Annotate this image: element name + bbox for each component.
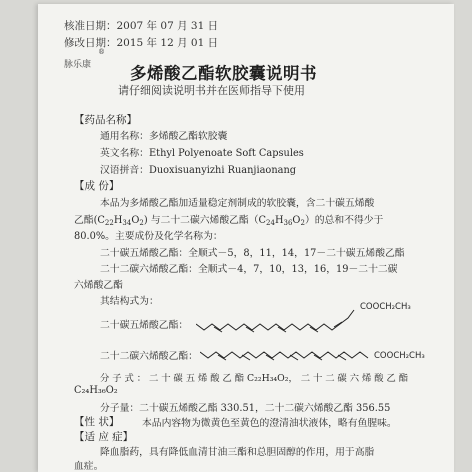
indications-line-2: 血症。	[74, 461, 104, 472]
section-header-indications: 【适 应 症】	[74, 431, 134, 443]
english-name: 英文名称：Ethyl Polyenoate Soft Capsules	[100, 148, 304, 159]
molecular-formula: 分 子 式 ： 二 十 碳 五 烯 酸 乙 酯 C₂₂H₃₄O₂， 二 十 二 碳 六 烯 酸 乙 酯	[100, 373, 409, 384]
section-header-name: 【药品名称】	[74, 114, 137, 126]
ingredients-line-3: 80.0%。主要成份及化学名称为：	[74, 231, 223, 242]
ingredients-line-1: 本品为多烯酸乙酯加适量稳定剂制成的软胶囊，含二十碳五烯酸	[100, 198, 375, 209]
epa-structure-label: 二十碳五烯酸乙酯：	[100, 320, 189, 331]
approval-date: 核准日期：2007 年 07 月 31 日	[64, 20, 219, 32]
chemical-name-dha-cont: 六烯酸乙酯	[74, 280, 123, 291]
section-header-ingredients: 【成 份】	[74, 180, 120, 192]
pinyin-name: 汉语拼音：Duoxisuanyizhi Ruanjiaonang	[100, 165, 297, 176]
ingredients-line-2: 乙酯$(C_{22}H_{34}O_2)$ 与二十二碳六烯酸乙酯$(C_{24}H_{36}O_2)$的总和不得少于	[74, 215, 384, 227]
indications-line-1: 降血脂药，具有降低血清甘油三酯和总胆固醇的作用，用于高脂	[100, 447, 375, 458]
molecular-formula-cont: C₂₄H₃₆O₂	[74, 385, 118, 396]
generic-name: 通用名称：多烯酸乙酯软胶囊	[100, 131, 228, 142]
document-title: 多烯酸乙酯软胶囊说明书	[130, 64, 317, 83]
properties-text: 本品内容物为微黄色至黄色的澄清油状液体，略有鱼腥味。	[142, 418, 397, 429]
chemical-name-dha: 二十二碳六烯酸乙酯：全顺式－4，7，10，13，16，19－二十二碳	[100, 264, 398, 275]
dha-structure-label: 二十二碳六烯酸乙酯：	[100, 351, 198, 362]
molecular-weight: 分子量：二十碳五烯酸乙酯 330.51，二十二碳六烯酸乙酯 356.55	[100, 403, 391, 414]
document-subtitle: 请仔细阅读说明书并在医师指导下使用	[118, 84, 305, 97]
epa-ester-group: COOCH₂CH₃	[360, 302, 411, 312]
chemical-name-epa: 二十碳五烯酸乙酯：全顺式－5，8，11，14，17－二十碳五烯酸乙酯	[100, 248, 405, 259]
revision-date: 修改日期：2015 年 12 月 01 日	[64, 37, 219, 49]
section-header-properties: 【性 状】	[74, 416, 120, 428]
epa-structure-diagram	[196, 300, 366, 334]
dha-structure-diagram	[200, 330, 380, 364]
instruction-leaflet	[38, 4, 454, 472]
structure-label: 其结构式为：	[100, 296, 159, 307]
dha-ester-group: COOCH₂CH₃	[374, 351, 425, 361]
registered-mark: ®	[98, 48, 105, 56]
brand-name: 脉乐康	[64, 60, 92, 70]
